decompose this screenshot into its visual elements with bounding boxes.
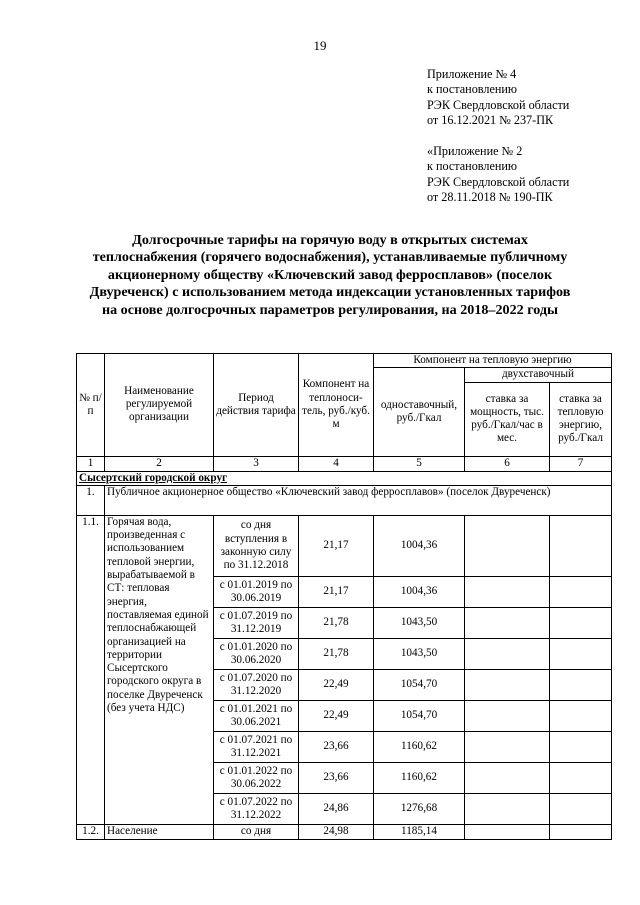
period-cell: с 01.07.2020 по 31.12.2020 (214, 669, 299, 700)
header-heat-carrier: Компонент на теплоноси-тель, руб./куб. м (299, 354, 374, 457)
title-line: теплоснабжения (горячего водоснабжения), устанавливаемые публичному (92, 249, 568, 266)
energy-rate-value (550, 515, 612, 576)
capacity-rate-value (465, 700, 550, 731)
single-rate-value: 1054,70 (374, 700, 465, 731)
org-number: 1. (77, 485, 105, 515)
appendix-line: «Приложение № 2 (427, 144, 523, 158)
heat-carrier-value: 21,17 (299, 515, 374, 576)
appendix-line: от 16.12.2021 № 237-ПК (427, 112, 554, 127)
title-line: на основе долгосрочных параметров регулирования, на 2018–2022 годы (101, 301, 559, 318)
single-rate-value: 1043,50 (374, 607, 465, 638)
capacity-rate-value (465, 576, 550, 607)
appendix-line: к постановлению (427, 159, 518, 174)
period-cell: с 01.01.2019 по 30.06.2019 (214, 576, 299, 607)
capacity-rate-value (465, 824, 550, 839)
period-cell: со дня (214, 824, 299, 839)
energy-rate-value (550, 576, 612, 607)
energy-rate-value (550, 793, 612, 824)
appendix-line: от 28.11.2018 № 190-ПК (427, 189, 553, 204)
energy-rate-value (550, 607, 612, 638)
appendix-reference-old (427, 144, 569, 205)
period-cell: с 01.01.2021 по 30.06.2021 (214, 700, 299, 731)
heat-carrier-value: 23,66 (299, 731, 374, 762)
period-cell: с 01.07.2022 по 31.12.2022 (214, 793, 299, 824)
capacity-rate-value (465, 607, 550, 638)
col-number: 4 (299, 456, 374, 471)
single-rate-value: 1160,62 (374, 731, 465, 762)
heat-carrier-value: 23,66 (299, 762, 374, 793)
capacity-rate-value (465, 638, 550, 669)
document-title (70, 232, 590, 319)
heat-carrier-value: 24,98 (299, 824, 374, 839)
header-two-rate: двухставочный (465, 368, 612, 382)
heat-carrier-value: 21,78 (299, 607, 374, 638)
header-heat-energy: Компонент на тепловую энергию (374, 354, 612, 368)
heat-carrier-value: 22,49 (299, 669, 374, 700)
period-cell: с 01.01.2020 по 30.06.2020 (214, 638, 299, 669)
capacity-rate-value (465, 669, 550, 700)
org-name: Публичное акционерное общество «Ключевский завод ферросплавов» (поселок Двуреченск) (105, 485, 612, 515)
appendix-reference-new (427, 67, 569, 128)
title-line: Двуреченск) с использованием метода индексации установленных тарифов (89, 284, 571, 301)
group-number: 1.2. (77, 824, 105, 839)
group-description: Горячая вода, произведенная с использованием тепловой энергии, вырабатываемой в СТ: тепловая энергия, поставляемая единой теплоснабжающей организацией на территории Сысертского городского округа в поселке Двуреченск (без учета НДС) (105, 515, 214, 824)
tariff-table (76, 353, 612, 840)
header-energy-rate: ставка за тепловую энергию, руб./Гкал (550, 382, 612, 456)
capacity-rate-value (465, 793, 550, 824)
group-number: 1.1. (77, 515, 105, 824)
single-rate-value: 1004,36 (374, 576, 465, 607)
col-number: 3 (214, 456, 299, 471)
single-rate-value: 1160,62 (374, 762, 465, 793)
single-rate-value: 1004,36 (374, 515, 465, 576)
single-rate-value: 1054,70 (374, 669, 465, 700)
energy-rate-value (550, 669, 612, 700)
appendix-line: Приложение № 4 (427, 67, 517, 81)
group-description: Население (105, 824, 214, 839)
capacity-rate-value (465, 515, 550, 576)
single-rate-value: 1276,68 (374, 793, 465, 824)
heat-carrier-value: 24,86 (299, 793, 374, 824)
col-number: 2 (105, 456, 214, 471)
period-cell: с 01.01.2022 по 30.06.2022 (214, 762, 299, 793)
header-period: Период действия тарифа (214, 354, 299, 457)
appendix-line: РЭК Свердловской области (427, 174, 570, 189)
energy-rate-value (550, 762, 612, 793)
table-row (77, 515, 612, 576)
header-org: Наименование регулируемой организации (105, 354, 214, 457)
period-cell: с 01.07.2021 по 31.12.2021 (214, 731, 299, 762)
energy-rate-value (550, 638, 612, 669)
col-number: 1 (77, 456, 105, 471)
capacity-rate-value (465, 731, 550, 762)
col-number: 6 (465, 456, 550, 471)
col-number: 7 (550, 456, 612, 471)
header-capacity-rate: ставка за мощность, тыс. руб./Гкал/час в мес. (465, 382, 550, 456)
page-number: 19 (313, 38, 327, 53)
energy-rate-value (550, 700, 612, 731)
appendix-line: РЭК Свердловской области (427, 97, 570, 112)
energy-rate-value (550, 731, 612, 762)
col-number: 5 (374, 456, 465, 471)
single-rate-value: 1185,14 (374, 824, 465, 839)
heat-carrier-value: 21,78 (299, 638, 374, 669)
heat-carrier-value: 21,17 (299, 576, 374, 607)
period-cell: с 01.07.2019 по 31.12.2019 (214, 607, 299, 638)
table-row (77, 824, 612, 839)
section-heading: Сысертский городской округ (77, 471, 612, 485)
header-num: № п/п (77, 354, 105, 457)
header-single-rate: одноставочный, руб./Гкал (374, 368, 465, 456)
appendix-line: к постановлению (427, 82, 518, 97)
title-line: акционерному обществу «Ключевский завод ферросплавов» (поселок (107, 266, 553, 283)
single-rate-value: 1043,50 (374, 638, 465, 669)
capacity-rate-value (465, 762, 550, 793)
title-line: Долгосрочные тарифы на горячую воду в открытых системах (132, 232, 528, 248)
column-number-row (77, 456, 612, 471)
period-cell: со дня вступления в законную силу по 31.12.2018 (214, 515, 299, 576)
heat-carrier-value: 22,49 (299, 700, 374, 731)
energy-rate-value (550, 824, 612, 839)
